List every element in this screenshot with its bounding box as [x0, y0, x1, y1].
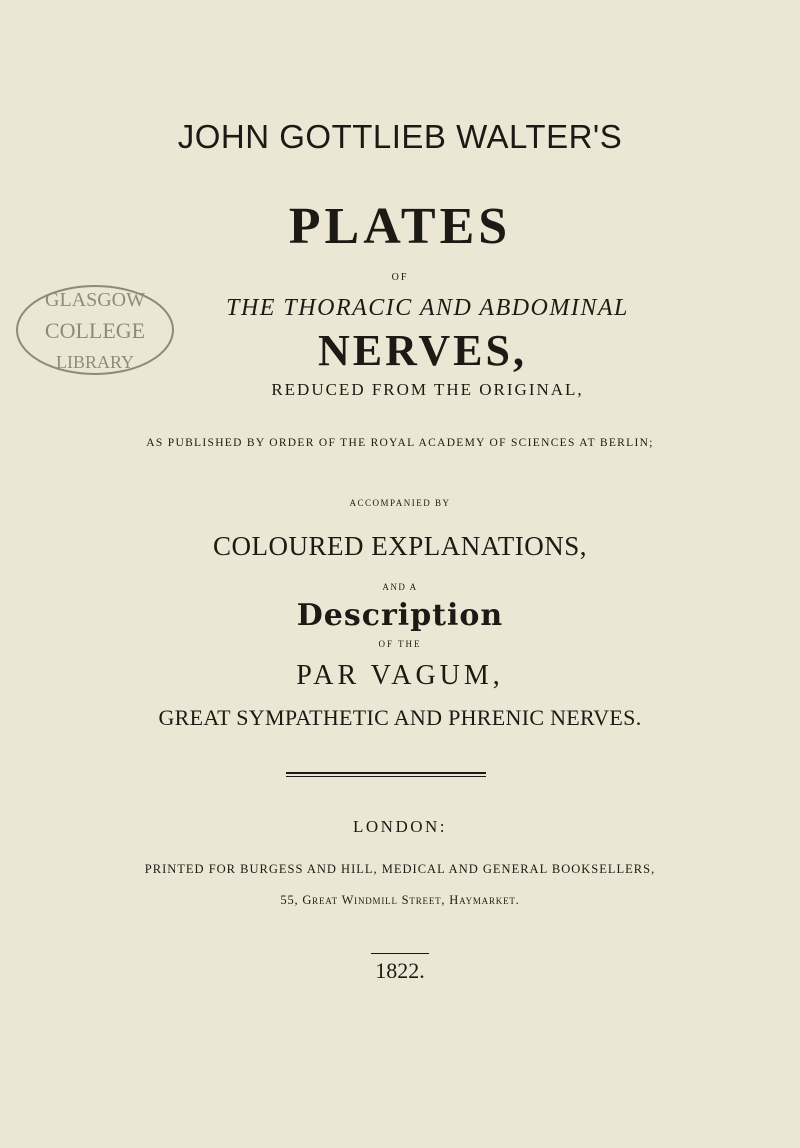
imprint-printer: PRINTED FOR BURGESS AND HILL, MEDICAL AND GENERAL BOOKSELLERS,	[144, 862, 656, 876]
divider-rule	[286, 772, 486, 774]
coloured-explanations: COLOURED EXPLANATIONS,	[213, 531, 587, 561]
stamp-bottom-text: LIBRARY	[55, 352, 135, 372]
stamp-top-text: GLASGOW	[45, 289, 145, 311]
subject-line: THE THORACIC AND ABDOMINAL	[226, 295, 629, 321]
nerves-list-line: GREAT SYMPATHETIC AND PHRENIC NERVES.	[158, 705, 642, 730]
and-a-connector: AND A	[382, 582, 418, 592]
stamp-middle-text: COLLEGE	[44, 318, 146, 343]
imprint-city: LONDON:	[353, 817, 447, 836]
year-rule	[371, 953, 429, 954]
imprint-year: 1822.	[375, 958, 425, 983]
of-the-connector: OF THE	[378, 639, 422, 649]
reduced-line: REDUCED FROM THE ORIGINAL,	[271, 380, 584, 399]
nerves-heading: NERVES,	[318, 326, 527, 375]
divider-rule-thin	[286, 776, 486, 777]
published-line: AS PUBLISHED BY ORDER OF THE ROYAL ACADEMY OF SCIENCES AT BERLIN;	[146, 437, 654, 449]
description-heading: Description	[296, 598, 504, 633]
imprint-address: 55, Great Windmill Street, Haymarket.	[280, 893, 520, 907]
author-line: JOHN GOTTLIEB WALTER'S	[177, 118, 623, 155]
par-vagum-heading: PAR VAGUM,	[296, 660, 504, 691]
of-connector: OF	[391, 272, 409, 283]
main-title: PLATES	[288, 198, 512, 255]
accompanied-line: ACCOMPANIED BY	[349, 498, 451, 508]
